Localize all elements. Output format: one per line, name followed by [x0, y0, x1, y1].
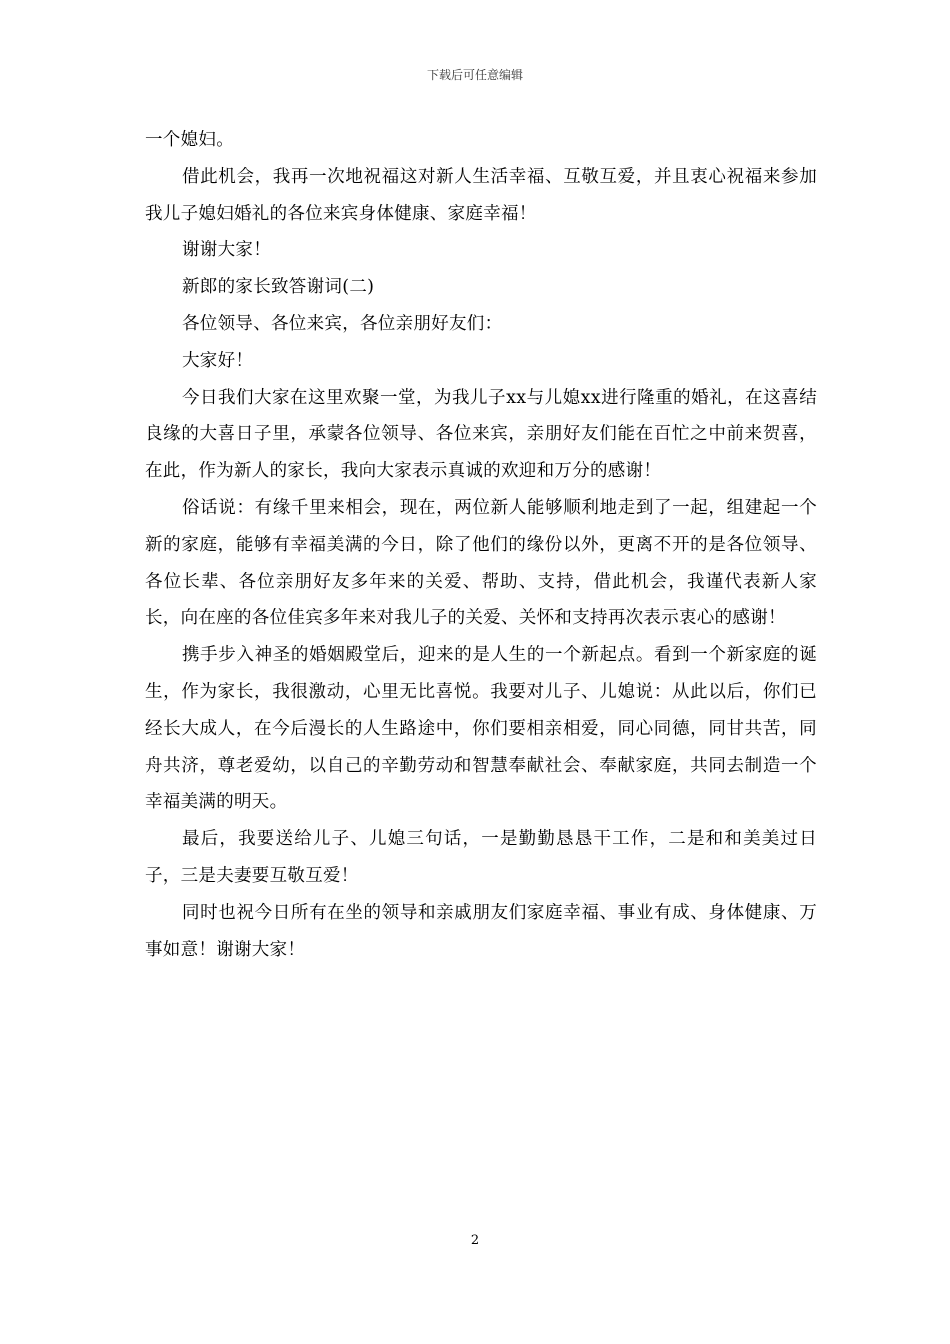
document-body	[145, 122, 817, 968]
paragraph: 俗话说：有缘千里来相会，现在，两位新人能够顺利地走到了一起，组建起一个新的家庭，能够有幸福美满的今日，除了他们的缘份以外，更离不开的是各位领导、各位长辈、各位亲朋好友多年来的关爱、帮助、支持，借此机会，我谨代表新人家长，向在座的各位佳宾多年来对我儿子的关爱、关怀和支持再次表示衷心的感谢！	[145, 497, 817, 629]
paragraph: 携手步入神圣的婚姻殿堂后，迎来的是人生的一个新起点。看到一个新家庭的诞生，作为家长，我很激动，心里无比喜悦。我要对儿子、儿媳说：从此以后，你们已经长大成人，在今后漫长的人生路途中，你们要相亲相爱，同心同德，同甘共苦，同舟共济，尊老爱幼，以自己的辛勤劳动和智慧奉献社会、奉献家庭，共同去制造一个幸福美满的明天。	[145, 645, 817, 813]
paragraph: 一个媳妇。	[145, 130, 234, 150]
paragraph: 借此机会，我再一次地祝福这对新人生活幸福、互敬互爱，并且衷心祝福来参加我儿子媳妇婚礼的各位来宾身体健康、家庭幸福！	[145, 166, 817, 224]
paragraph: 最后，我要送给儿子、儿媳三句话，一是勤勤恳恳干工作，二是和和美美过日子，三是夫妻要互敬互爱！	[145, 829, 817, 886]
paragraph: 同时也祝今日所有在坐的领导和亲戚朋友们家庭幸福、事业有成、身体健康、万事如意！谢谢大家！	[145, 902, 817, 960]
page-number: 2	[470, 1233, 480, 1248]
greeting: 大家好！	[182, 350, 254, 371]
section-heading: 新郎的家长致答谢词(二)	[182, 277, 375, 298]
page-header: 下载后可任意编辑	[426, 68, 523, 82]
paragraph: 今日我们大家在这里欢聚一堂，为我儿子xx与儿媳xx进行隆重的婚礼，在这喜结良缘的大喜日子里，承蒙各位领导、各位来宾，亲朋好友们能在百忙之中前来贺喜，在此，作为新人的家长，我向大家表示真诚的欢迎和万分的感谢！	[145, 387, 817, 482]
paragraph: 谢谢大家！	[182, 240, 271, 261]
salutation: 各位领导、各位来宾，各位亲朋好友们：	[182, 313, 503, 334]
